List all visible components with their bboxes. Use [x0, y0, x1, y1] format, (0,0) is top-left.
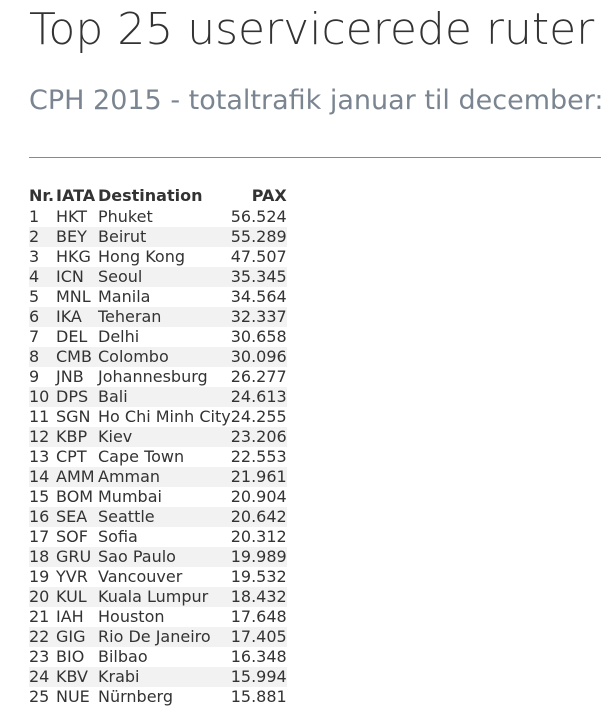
cell-iata: CMB [56, 347, 98, 367]
table-row [29, 347, 287, 367]
cell-iata: HKG [56, 247, 91, 266]
cell-nr: 1 [29, 207, 40, 226]
cell-destination: Mumbai [98, 487, 162, 506]
table-row [29, 647, 287, 667]
cell-nr: 24 [29, 667, 56, 687]
cell-destination: Sao Paulo [98, 547, 231, 567]
cell-destination: Bali [98, 387, 231, 407]
cell-destination: Rio De Janeiro [98, 627, 231, 647]
cell-pax: 47.507 [230, 247, 287, 266]
table-row [29, 587, 287, 607]
cell-pax: 16.348 [230, 647, 287, 666]
table-row [29, 447, 287, 467]
cell-nr: 21 [29, 607, 50, 626]
cell-pax: 24.613 [230, 387, 287, 406]
cell-nr: 16 [29, 507, 56, 527]
cell-iata: BOM [56, 487, 94, 506]
cell-pax: 55.289 [230, 227, 287, 246]
cell-destination: Delhi [98, 327, 140, 346]
table-row [29, 627, 287, 647]
cell-iata: BIO [56, 647, 85, 666]
cell-destination: Johannesburg [98, 367, 208, 386]
cell-pax: 30.096 [230, 347, 287, 366]
cell-pax: 23.206 [230, 427, 287, 446]
header-destination: Destination [98, 186, 203, 205]
cell-nr: 11 [29, 407, 50, 426]
cell-destination: Sofia [98, 527, 138, 546]
table-header-row [29, 185, 287, 207]
routes-table [29, 185, 287, 707]
cell-destination: Manila [98, 287, 151, 306]
cell-iata: ICN [56, 267, 98, 287]
cell-nr: 18 [29, 547, 56, 567]
cell-destination: Beirut [98, 227, 231, 247]
cell-pax: 18.432 [230, 587, 287, 606]
cell-destination: Phuket [98, 207, 153, 226]
cell-destination: Nürnberg [98, 687, 173, 706]
cell-nr: 15 [29, 487, 50, 506]
cell-nr: 19 [29, 567, 50, 586]
cell-nr: 9 [29, 367, 40, 386]
table-row [29, 567, 287, 587]
cell-pax: 15.994 [230, 667, 287, 686]
cell-nr: 4 [29, 267, 56, 287]
cell-iata: NUE [56, 687, 90, 706]
cell-iata: IAH [56, 607, 84, 626]
cell-iata: KBV [56, 667, 98, 687]
table-row [29, 687, 287, 707]
cell-nr: 22 [29, 627, 56, 647]
cell-iata: SEA [56, 507, 98, 527]
cell-nr: 5 [29, 287, 40, 306]
table-row [29, 607, 287, 627]
cell-nr: 3 [29, 247, 40, 266]
table-row [29, 467, 287, 487]
cell-nr: 13 [29, 447, 50, 466]
cell-pax: 22.553 [230, 447, 287, 466]
cell-nr: 12 [29, 427, 56, 447]
table-row [29, 387, 287, 407]
cell-pax: 30.658 [230, 327, 287, 346]
cell-pax: 20.904 [230, 487, 287, 506]
cell-destination: Amman [98, 467, 231, 487]
table-row [29, 407, 287, 427]
page-title: Top 25 uservicerede ruter [29, 4, 595, 55]
cell-iata: JNB [56, 367, 84, 386]
cell-nr: 20 [29, 587, 56, 607]
cell-nr: 14 [29, 467, 56, 487]
cell-iata: HKT [56, 207, 88, 226]
cell-pax: 26.277 [230, 367, 287, 386]
cell-iata: GIG [56, 627, 98, 647]
table-body [29, 207, 287, 707]
cell-iata: GRU [56, 547, 98, 567]
page-subtitle: CPH 2015 - totaltrafik januar til december: [29, 85, 604, 116]
table-row [29, 427, 287, 447]
cell-nr: 8 [29, 347, 56, 367]
cell-iata: SOF [56, 527, 88, 546]
table-row [29, 327, 287, 347]
table-row [29, 227, 287, 247]
header-nr: Nr. [29, 186, 55, 205]
table-row [29, 287, 287, 307]
cell-pax: 32.337 [230, 307, 287, 326]
cell-destination: Cape Town [98, 447, 185, 466]
cell-iata: IKA [56, 307, 98, 327]
cell-nr: 2 [29, 227, 56, 247]
cell-pax: 17.405 [230, 627, 287, 646]
cell-pax: 19.989 [230, 547, 287, 566]
cell-iata: YVR [56, 567, 88, 586]
cell-nr: 10 [29, 387, 56, 407]
cell-pax: 15.881 [230, 687, 287, 706]
table-row [29, 487, 287, 507]
cell-iata: MNL [56, 287, 91, 306]
table-row [29, 527, 287, 547]
cell-pax: 17.648 [230, 607, 287, 626]
header-iata: IATA [56, 186, 96, 205]
divider [29, 157, 601, 158]
cell-iata: CPT [56, 447, 87, 466]
cell-iata: SGN [56, 407, 91, 426]
cell-iata: KBP [56, 427, 98, 447]
cell-destination: Houston [98, 607, 165, 626]
cell-destination: Hong Kong [98, 247, 185, 266]
cell-nr: 7 [29, 327, 40, 346]
cell-iata: KUL [56, 587, 98, 607]
cell-destination: Kiev [98, 427, 231, 447]
cell-destination: Ho Chi Minh City [98, 407, 231, 426]
cell-destination: Kuala Lumpur [98, 587, 231, 607]
cell-destination: Teheran [98, 307, 231, 327]
cell-destination: Vancouver [98, 567, 183, 586]
cell-iata: DPS [56, 387, 98, 407]
table-row [29, 367, 287, 387]
table-row [29, 507, 287, 527]
table-row [29, 667, 287, 687]
cell-nr: 6 [29, 307, 56, 327]
cell-pax: 56.524 [230, 207, 287, 226]
cell-nr: 23 [29, 647, 50, 666]
cell-destination: Krabi [98, 667, 231, 687]
cell-iata: DEL [56, 327, 88, 346]
header-pax: PAX [251, 186, 287, 205]
cell-destination: Seattle [98, 507, 231, 527]
cell-iata: BEY [56, 227, 98, 247]
cell-pax: 20.642 [230, 507, 287, 526]
cell-pax: 20.312 [230, 527, 287, 546]
cell-pax: 35.345 [230, 267, 287, 286]
table-row [29, 307, 287, 327]
table-row [29, 207, 287, 227]
cell-iata: AMM [56, 467, 98, 487]
cell-pax: 21.961 [230, 467, 287, 486]
cell-pax: 24.255 [230, 407, 287, 426]
cell-destination: Bilbao [98, 647, 148, 666]
cell-destination: Colombo [98, 347, 231, 367]
cell-nr: 25 [29, 687, 50, 706]
table-row [29, 247, 287, 267]
cell-pax: 34.564 [230, 287, 287, 306]
cell-pax: 19.532 [230, 567, 287, 586]
cell-nr: 17 [29, 527, 50, 546]
table-row [29, 547, 287, 567]
cell-destination: Seoul [98, 267, 231, 287]
table-row [29, 267, 287, 287]
